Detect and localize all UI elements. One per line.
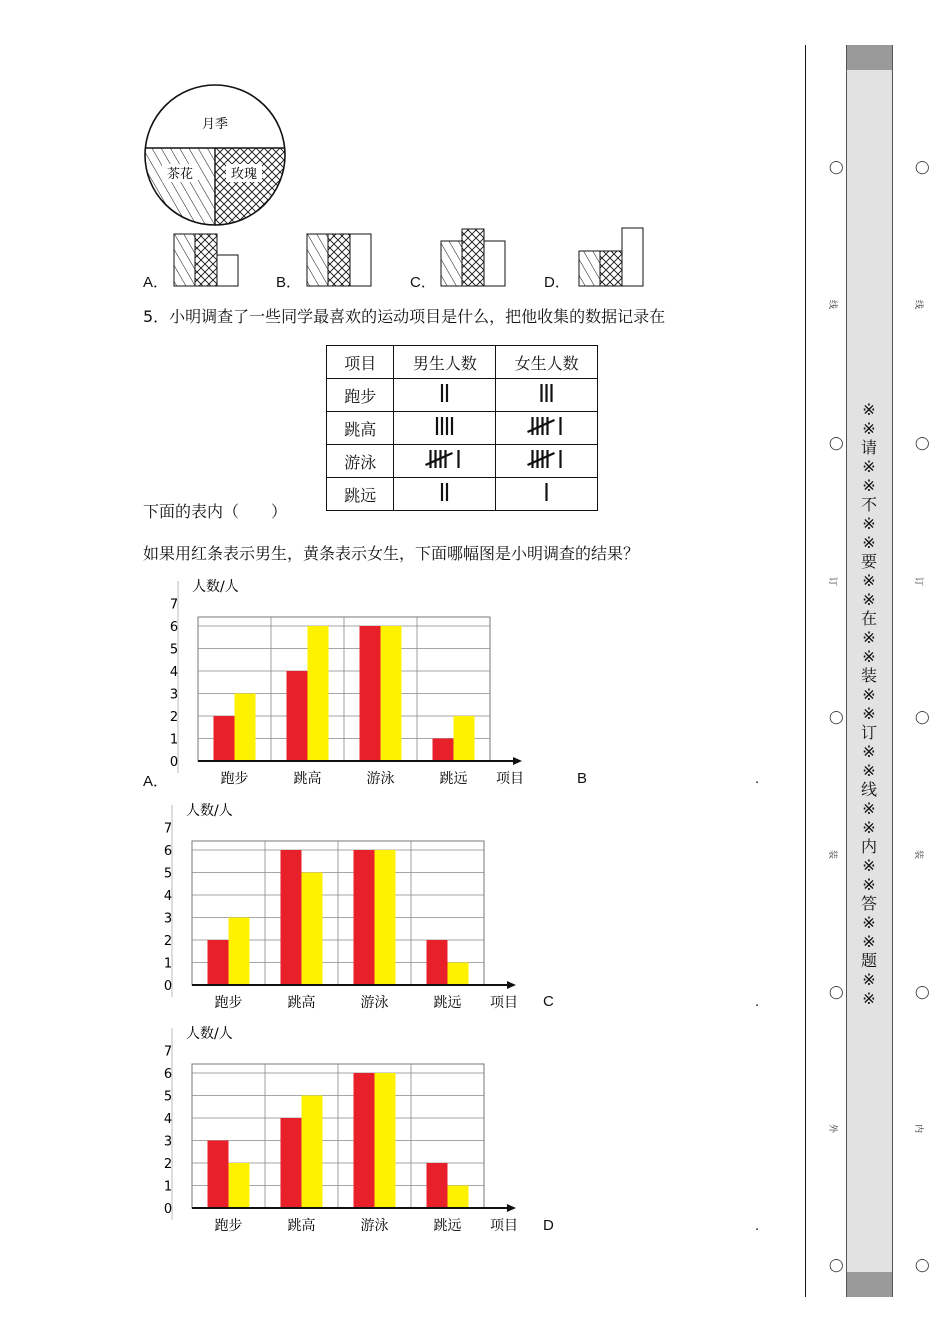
bar-boys bbox=[354, 1073, 375, 1208]
tally-marks bbox=[415, 414, 475, 438]
table-row bbox=[327, 445, 598, 478]
table-header: 男生人数 bbox=[394, 346, 496, 379]
chart-b-dot: . bbox=[755, 770, 760, 787]
bar-girls bbox=[448, 963, 469, 986]
bar-girls bbox=[308, 626, 329, 761]
bar-girls bbox=[375, 1073, 396, 1208]
y-axis-title: 人数/人 bbox=[186, 1026, 233, 1042]
binding-mark: 线 bbox=[913, 299, 924, 310]
binding-hole-icon: ◯ bbox=[915, 985, 930, 1000]
bar-boys bbox=[287, 671, 308, 761]
bar-girls bbox=[454, 716, 475, 761]
x-tick-label: 跳高 bbox=[293, 771, 322, 787]
x-tick-label: 跳远 bbox=[433, 1218, 462, 1234]
y-axis-title: 人数/人 bbox=[192, 579, 239, 595]
x-axis-arrow bbox=[507, 981, 516, 989]
bar-boys bbox=[281, 1118, 302, 1208]
bar-girls bbox=[381, 626, 402, 761]
bar-boys bbox=[433, 739, 454, 762]
table-cell-item: 跳高 bbox=[327, 412, 394, 445]
y-tick-label: 5 bbox=[169, 642, 179, 658]
y-tick-label: 7 bbox=[163, 1044, 173, 1060]
q5-question-line2: 下面的表内（ ） bbox=[143, 502, 288, 521]
tally-marks bbox=[415, 480, 475, 504]
binding-hole-icon: ◯ bbox=[829, 436, 844, 451]
tally-marks bbox=[517, 480, 577, 504]
binding-notice: ※※请※※不※※要※※在※※装※※订※※线※※内※※答※※题※※ bbox=[860, 400, 877, 1008]
q4-option-b-bars bbox=[306, 232, 374, 288]
bar-girls bbox=[448, 1186, 469, 1209]
tally-cell bbox=[394, 379, 496, 412]
chart-c-label: C bbox=[543, 993, 554, 1010]
bar-girls bbox=[302, 1096, 323, 1209]
y-tick-label: 1 bbox=[163, 1179, 173, 1195]
y-tick-label: 2 bbox=[169, 710, 179, 725]
bar-chart-option-c bbox=[140, 1020, 540, 1238]
table-row bbox=[327, 379, 598, 412]
bar-girls bbox=[302, 873, 323, 986]
binding-mark: 内 bbox=[913, 1123, 924, 1134]
y-tick-label: 0 bbox=[163, 1202, 173, 1217]
x-tick-label: 跑步 bbox=[220, 771, 249, 787]
q5-question-line1: 5．小明调查了一些同学最喜欢的运动项目是什么，把他收集的数据记录在 bbox=[143, 307, 666, 326]
chart-c-dot: . bbox=[755, 993, 760, 1010]
pie-label-top: 月季 bbox=[201, 117, 229, 132]
y-tick-label: 1 bbox=[163, 956, 173, 972]
q4-option-d-bars bbox=[578, 226, 646, 288]
tally-marks bbox=[415, 381, 475, 405]
q4-option-c-bars bbox=[440, 226, 508, 288]
table-header: 女生人数 bbox=[496, 346, 598, 379]
q4-option-a-bars bbox=[173, 232, 241, 288]
y-tick-label: 4 bbox=[163, 889, 173, 904]
binding-hole-icon: ◯ bbox=[915, 436, 930, 451]
y-tick-label: 4 bbox=[163, 1112, 173, 1127]
binding-hole-icon: ◯ bbox=[915, 710, 930, 725]
x-axis-arrow bbox=[507, 1204, 516, 1212]
y-tick-label: 6 bbox=[163, 844, 173, 859]
binding-strip-cap-bottom bbox=[846, 1272, 893, 1297]
y-tick-label: 5 bbox=[163, 1089, 173, 1105]
table-cell-item: 跳远 bbox=[327, 478, 394, 511]
x-tick-label: 跳高 bbox=[287, 995, 316, 1011]
q4-option-b-label: B． bbox=[276, 274, 302, 291]
y-tick-label: 1 bbox=[169, 732, 179, 748]
x-axis-arrow bbox=[513, 757, 522, 765]
x-tick-label: 跳远 bbox=[433, 995, 462, 1011]
y-tick-label: 4 bbox=[169, 665, 179, 680]
pie-label-right: 玫瑰 bbox=[230, 167, 258, 182]
binding-hole-icon: ◯ bbox=[829, 1258, 844, 1273]
binding-hole-icon: ◯ bbox=[829, 160, 844, 175]
bar-boys bbox=[427, 1163, 448, 1208]
y-tick-label: 7 bbox=[169, 597, 179, 613]
table-cell-item: 游泳 bbox=[327, 445, 394, 478]
bar-girls bbox=[229, 1163, 250, 1208]
q4-option-a-label: A． bbox=[143, 274, 169, 291]
bar-boys bbox=[208, 940, 229, 985]
x-tick-label: 跑步 bbox=[214, 1218, 243, 1234]
tally-cell bbox=[496, 478, 598, 511]
q4-option-c-label: C． bbox=[410, 274, 436, 291]
chart-b-label: B bbox=[577, 770, 588, 787]
bar-boys bbox=[214, 716, 235, 761]
y-tick-label: 6 bbox=[169, 620, 179, 635]
y-tick-label: 0 bbox=[163, 979, 173, 994]
x-axis-title: 项目 bbox=[490, 995, 518, 1011]
table-row bbox=[327, 478, 598, 511]
binding-hole-icon: ◯ bbox=[915, 160, 930, 175]
chart-d-label: D bbox=[543, 1217, 554, 1234]
binding-mark: 订 bbox=[913, 576, 924, 587]
bar-chart-option-a bbox=[146, 573, 546, 791]
bar-girls bbox=[235, 694, 256, 762]
tally-marks bbox=[517, 447, 577, 471]
x-axis-title: 项目 bbox=[490, 1218, 518, 1234]
bar-boys bbox=[208, 1141, 229, 1209]
binding-mark: 装 bbox=[913, 849, 924, 860]
tally-marks bbox=[415, 447, 475, 471]
bar-boys bbox=[427, 940, 448, 985]
y-tick-label: 5 bbox=[163, 866, 173, 882]
table-header-row bbox=[327, 346, 598, 379]
rose-tea-pie bbox=[140, 80, 290, 230]
x-tick-label: 跳高 bbox=[287, 1218, 316, 1234]
bar-girls bbox=[229, 918, 250, 986]
bar-chart-option-b bbox=[140, 797, 540, 1015]
x-tick-label: 游泳 bbox=[360, 995, 389, 1011]
bar-boys bbox=[354, 850, 375, 985]
binding-strip-cap-top bbox=[846, 45, 893, 70]
tally-cell bbox=[496, 412, 598, 445]
binding-mark: 订 bbox=[827, 576, 838, 587]
y-tick-label: 3 bbox=[163, 911, 173, 927]
tally-cell bbox=[394, 478, 496, 511]
x-tick-label: 跳远 bbox=[439, 771, 468, 787]
binding-hole-icon: ◯ bbox=[915, 1258, 930, 1273]
q5-question-line3: 如果用红条表示男生，黄条表示女生，下面哪幅图是小明调查的结果？ bbox=[143, 544, 640, 563]
tally-cell bbox=[394, 445, 496, 478]
y-tick-label: 3 bbox=[169, 687, 179, 703]
y-tick-label: 2 bbox=[163, 1157, 173, 1172]
x-tick-label: 跑步 bbox=[214, 995, 243, 1011]
bar-boys bbox=[360, 626, 381, 761]
bar-boys bbox=[281, 850, 302, 985]
tally-cell bbox=[394, 412, 496, 445]
pie-label-left: 茶花 bbox=[166, 167, 194, 182]
x-tick-label: 游泳 bbox=[360, 1218, 389, 1234]
table-cell-item: 跑步 bbox=[327, 379, 394, 412]
x-tick-label: 游泳 bbox=[366, 771, 395, 787]
binding-line bbox=[805, 45, 806, 1297]
y-tick-label: 6 bbox=[163, 1067, 173, 1082]
table-header: 项目 bbox=[327, 346, 394, 379]
y-tick-label: 7 bbox=[163, 821, 173, 837]
y-axis-title: 人数/人 bbox=[186, 803, 233, 819]
tally-marks bbox=[517, 381, 577, 405]
tally-marks bbox=[517, 414, 577, 438]
y-tick-label: 2 bbox=[163, 934, 173, 949]
chart-d-dot: . bbox=[755, 1217, 760, 1234]
y-tick-label: 0 bbox=[169, 755, 179, 770]
y-tick-label: 3 bbox=[163, 1134, 173, 1150]
tally-cell bbox=[496, 445, 598, 478]
q4-option-d-label: D． bbox=[544, 274, 570, 291]
binding-hole-icon: ◯ bbox=[829, 710, 844, 725]
binding-mark: 线 bbox=[827, 299, 838, 310]
binding-mark: 外 bbox=[827, 1123, 838, 1134]
binding-hole-icon: ◯ bbox=[829, 985, 844, 1000]
tally-table bbox=[326, 345, 598, 511]
x-axis-title: 项目 bbox=[496, 771, 524, 787]
bar-girls bbox=[375, 850, 396, 985]
chart-a-label: A． bbox=[143, 773, 169, 790]
binding-mark: 装 bbox=[827, 849, 838, 860]
table-row bbox=[327, 412, 598, 445]
tally-cell bbox=[496, 379, 598, 412]
